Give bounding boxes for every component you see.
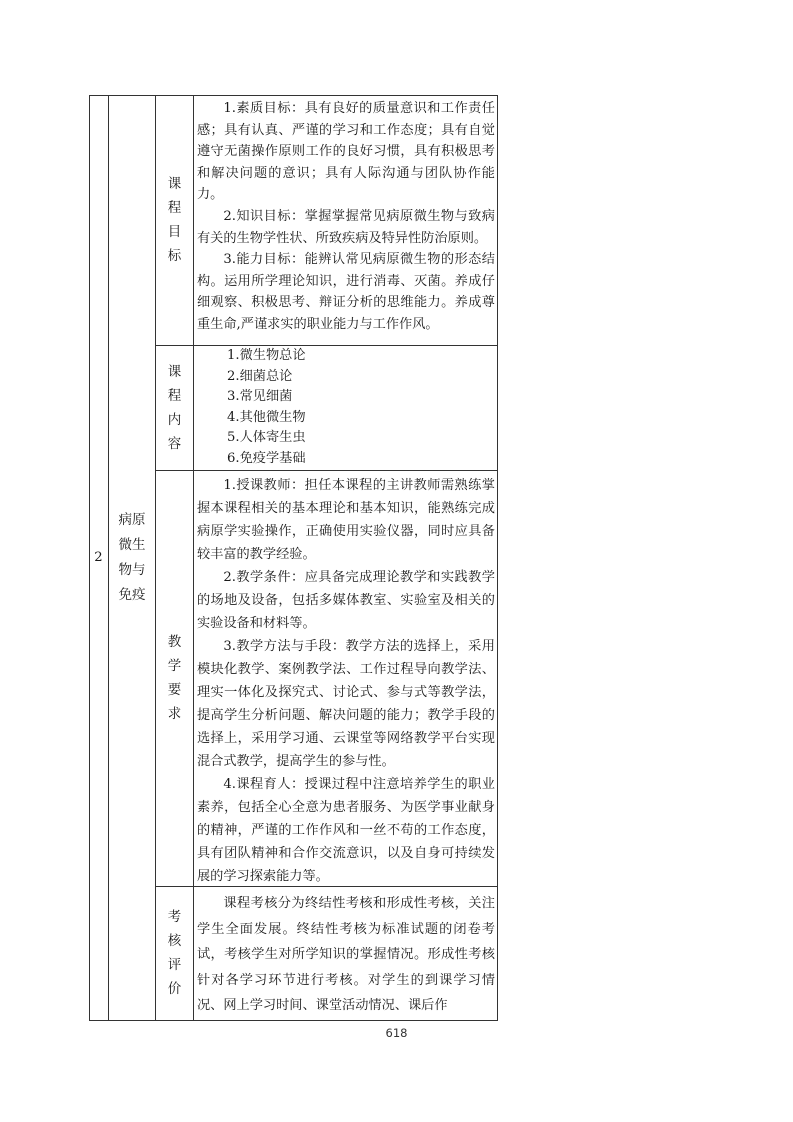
- list-item: 3.常见细菌: [227, 389, 293, 405]
- section-label-cell: [156, 886, 193, 1020]
- paragraph: 4.课程育人：授课过程中注意培养学生的职业素养，包括全心全意为患者服务、为医学事业献身的精神，严谨的工作作风和一丝不苟的工作态度，具有团队精神和合作交流意识，以及自身可持续发展的学习探索能力等。: [197, 777, 495, 884]
- section-label-assessment: 考核评价: [167, 909, 182, 997]
- row-number: 2: [94, 550, 103, 565]
- paragraph: 1.授课教师：担任本课程的主讲教师需熟练掌握本课程相关的基本理论和基本知识，能熟练完成病原学实验操作，正确使用实验仪器，同时应具备较丰富的教学经验。: [197, 478, 495, 562]
- list-item: 1.微生物总论: [227, 348, 306, 363]
- paragraph: 3.教学方法与手段：教学方法的选择上，采用模块化教学、案例教学法、工作过程导向教学法、理实一体化及探究式、讨论式、参与式等教学法，提高学生分析问题、解决问题的能力；教学手段的选择上，采用学习通、云课堂等网络教学平台实现混合式教学，提高学生的参与性。: [197, 639, 495, 769]
- section-content-contents: [197, 346, 495, 470]
- section-content-goals: [197, 98, 495, 336]
- section-label-goals: 课程目标: [167, 176, 182, 264]
- list-item: 6.免疫学基础: [227, 450, 306, 466]
- paragraph: 2.知识目标：掌握掌握常见病原微生物与致病有关的生物学性状、所致疾病及特异性防治原则。: [197, 208, 495, 246]
- paragraph: 2.教学条件：应具备完成理论教学和实践教学的场地及设备，包括多媒体教室、实验室及相关的实验设备和材料等。: [197, 570, 495, 631]
- section-divider: [155, 470, 498, 471]
- course-name: 病原微生物与免疫: [118, 511, 146, 603]
- section-label-cell: [156, 470, 193, 886]
- section-content-assessment: [197, 891, 495, 1019]
- table-divider-label: [193, 95, 194, 1020]
- list-item: 4.其他微生物: [227, 409, 306, 425]
- section-content-requirements: [197, 474, 495, 888]
- page-number: 618: [385, 1026, 408, 1040]
- list-item: 2.细菌总论: [227, 368, 293, 384]
- table-border-right: [497, 95, 498, 1020]
- section-label-contents: 课程内容: [167, 363, 182, 452]
- table-border-bottom: [89, 1020, 498, 1021]
- section-label-cell: [156, 345, 193, 470]
- paragraph: 1.素质目标：具有良好的质量意识和工作责任感；具有认真、严谨的学习和工作态度；具有自觉遵守无菌操作原则工作的良好习惯，具有积极思考和解决问题的意识；具有人际沟通与团队协作能力。: [197, 101, 495, 203]
- content-list: [197, 346, 495, 470]
- section-label-requirements: 教学要求: [167, 634, 182, 722]
- paragraph: 3.能力目标：能辨认常见病原微生物的形态结构。运用所学理论知识，进行消毒、灭菌。养成仔细观察、积极思考、辩证分析的思维能力。养成尊重生命,严谨求实的职业能力与工作作风。: [197, 252, 495, 332]
- list-item: 5.人体寄生虫: [227, 430, 306, 446]
- course-name-cell: [109, 95, 155, 1020]
- row-number-cell: [89, 95, 108, 1020]
- course-table: [89, 95, 498, 1020]
- section-label-cell: [156, 95, 193, 345]
- paragraph: 课程考核分为终结性考核和形成性考核，关注学生全面发展。终结性考核为标准试题的闭卷考试，考核学生对所学知识的掌握情况。形成性考核针对各学习环节进行考核。对学生的到课学习情况、网上学习时间、课堂活动情况、课后作: [197, 896, 495, 1013]
